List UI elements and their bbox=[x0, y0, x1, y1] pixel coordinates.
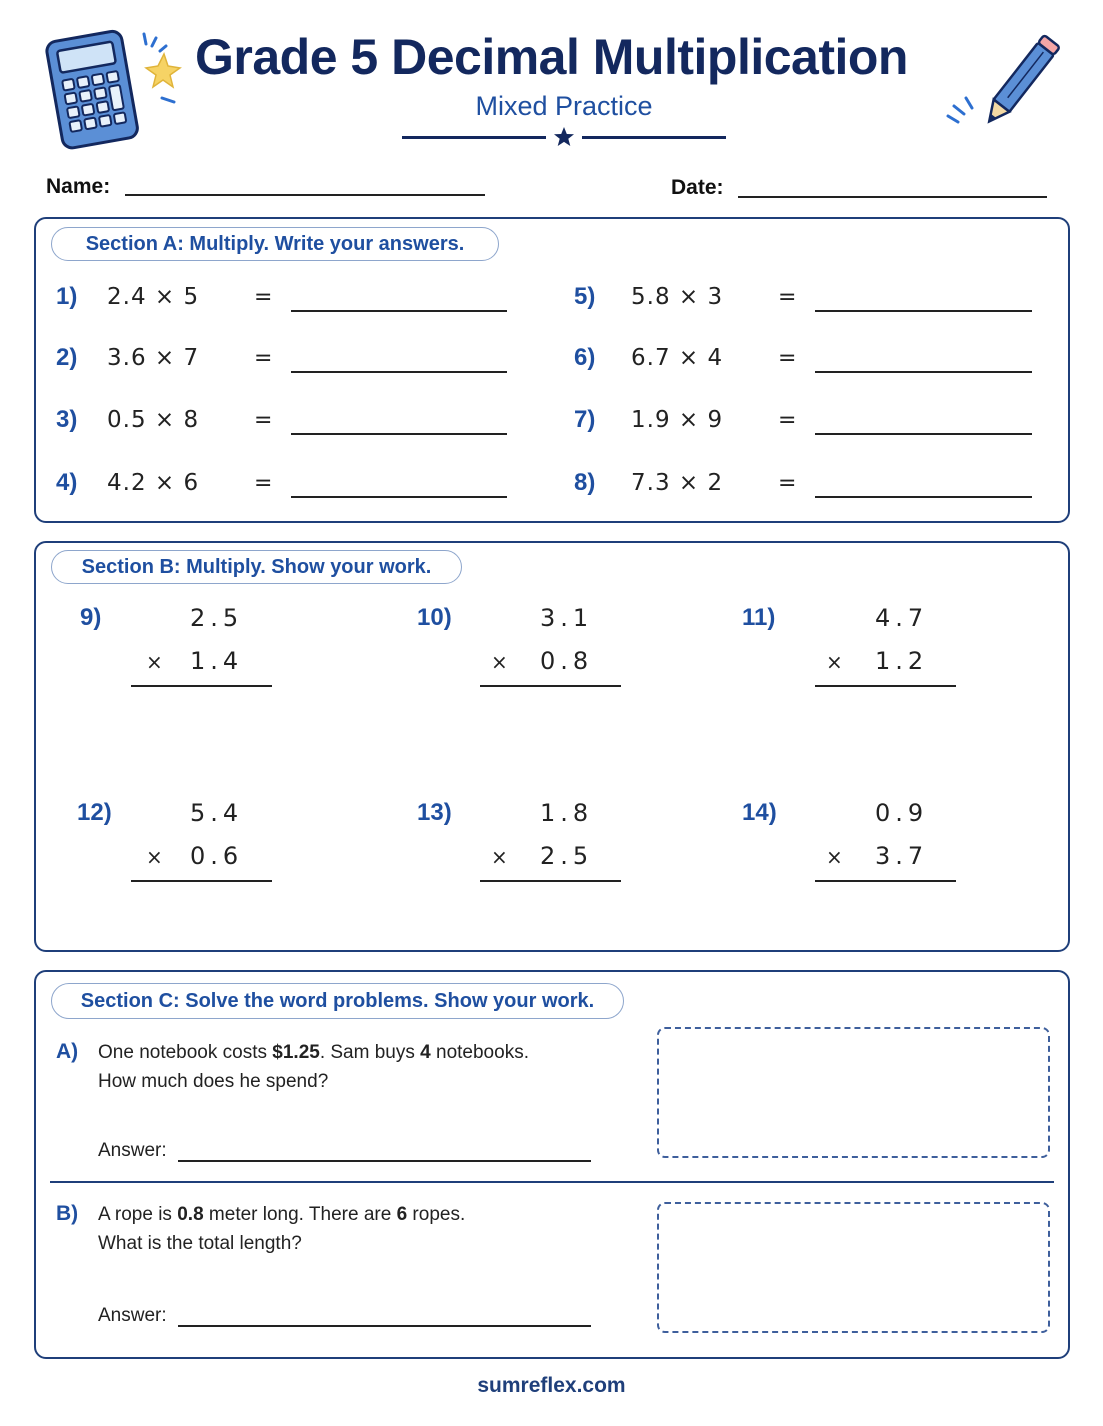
times-sign: × bbox=[146, 650, 163, 674]
multiplicand: 1.8 bbox=[540, 799, 594, 827]
problem-expression: 3.6 × 7 bbox=[107, 345, 200, 371]
problem-number: 13) bbox=[417, 799, 452, 826]
date-field[interactable] bbox=[738, 196, 1047, 198]
equals-sign: = bbox=[254, 408, 273, 433]
product-line bbox=[480, 685, 621, 687]
problem-expression: 7.3 × 2 bbox=[631, 470, 724, 496]
product-line bbox=[480, 880, 621, 882]
multiplier: 1.2 bbox=[875, 647, 929, 675]
problem-number: 14) bbox=[742, 799, 777, 826]
problem-number: 4) bbox=[56, 469, 78, 496]
product-line bbox=[815, 880, 956, 882]
problem-expression: 1.9 × 9 bbox=[631, 407, 724, 433]
times-sign: × bbox=[491, 650, 508, 674]
multiplicand: 3.1 bbox=[540, 604, 594, 632]
equals-sign: = bbox=[778, 346, 797, 371]
multiplicand: 0.9 bbox=[875, 799, 929, 827]
star-icon bbox=[552, 126, 576, 148]
answer-label: Answer: bbox=[98, 1305, 167, 1326]
equals-sign: = bbox=[254, 285, 273, 310]
multiplier: 3.7 bbox=[875, 842, 929, 870]
equals-sign: = bbox=[778, 471, 797, 496]
footer-site[interactable]: sumreflex.com bbox=[477, 1374, 626, 1397]
problem-expression: 4.2 × 6 bbox=[107, 470, 200, 496]
problem-expression: 2.4 × 5 bbox=[107, 284, 200, 310]
product-line bbox=[131, 880, 272, 882]
answer-line[interactable] bbox=[178, 1325, 591, 1327]
answer-line[interactable] bbox=[291, 496, 507, 498]
section-b-heading: Section B: Multiply. Show your work. bbox=[51, 550, 462, 584]
problem-line-2: How much does he spend? bbox=[98, 1071, 329, 1092]
product-line bbox=[131, 685, 272, 687]
problem-number: 1) bbox=[56, 283, 78, 310]
answer-line[interactable] bbox=[815, 433, 1032, 435]
problem-number: 2) bbox=[56, 344, 78, 371]
answer-line[interactable] bbox=[178, 1160, 591, 1162]
problem-text bbox=[98, 1200, 638, 1258]
problem-number: 3) bbox=[56, 406, 78, 433]
work-box[interactable] bbox=[657, 1027, 1050, 1158]
problem-letter: A) bbox=[56, 1040, 79, 1063]
problem-line-1: A rope is 0.8 meter long. There are 6 ropes. bbox=[98, 1204, 466, 1225]
equals-sign: = bbox=[254, 346, 273, 371]
page-subtitle: Mixed Practice bbox=[475, 91, 653, 121]
multiplier: 0.8 bbox=[540, 647, 594, 675]
title-rule-right bbox=[582, 136, 726, 139]
problem-number: 11) bbox=[742, 604, 776, 631]
multiplicand: 4.7 bbox=[875, 604, 929, 632]
problem-number: 12) bbox=[77, 799, 112, 826]
problem-number: 9) bbox=[80, 604, 102, 631]
answer-line[interactable] bbox=[291, 433, 507, 435]
product-line bbox=[815, 685, 956, 687]
equals-sign: = bbox=[778, 408, 797, 433]
multiplier: 2.5 bbox=[540, 842, 594, 870]
section-c-heading: Section C: Solve the word problems. Show your work. bbox=[51, 983, 624, 1019]
problem-number: 10) bbox=[417, 604, 452, 631]
problem-line-1: One notebook costs $1.25. Sam buys 4 notebooks. bbox=[98, 1042, 529, 1063]
equals-sign: = bbox=[778, 285, 797, 310]
problem-expression: 0.5 × 8 bbox=[107, 407, 200, 433]
date-label: Date: bbox=[671, 176, 724, 199]
times-sign: × bbox=[826, 845, 843, 869]
answer-line[interactable] bbox=[815, 371, 1032, 373]
problem-line-2: What is the total length? bbox=[98, 1233, 302, 1254]
multiplicand: 5.4 bbox=[190, 799, 244, 827]
section-b bbox=[34, 541, 1070, 952]
answer-line[interactable] bbox=[815, 496, 1032, 498]
answer-line[interactable] bbox=[291, 310, 507, 312]
multiplier: 0.6 bbox=[190, 842, 244, 870]
title-rule-left bbox=[402, 136, 546, 139]
page-title: Grade 5 Decimal Multiplication bbox=[195, 29, 908, 85]
answer-line[interactable] bbox=[815, 310, 1032, 312]
problem-letter: B) bbox=[56, 1202, 79, 1225]
equals-sign: = bbox=[254, 471, 273, 496]
section-a-heading: Section A: Multiply. Write your answers. bbox=[51, 227, 499, 261]
problem-number: 7) bbox=[574, 406, 596, 433]
problem-text bbox=[98, 1038, 638, 1096]
times-sign: × bbox=[146, 845, 163, 869]
problem-expression: 5.8 × 3 bbox=[631, 284, 724, 310]
name-field[interactable] bbox=[125, 194, 485, 196]
answer-line[interactable] bbox=[291, 371, 507, 373]
times-sign: × bbox=[826, 650, 843, 674]
problem-number: 8) bbox=[574, 469, 596, 496]
answer-label: Answer: bbox=[98, 1140, 167, 1161]
problem-number: 5) bbox=[574, 283, 596, 310]
name-label: Name: bbox=[46, 175, 111, 198]
problem-divider bbox=[50, 1181, 1054, 1183]
work-box[interactable] bbox=[657, 1202, 1050, 1333]
multiplier: 1.4 bbox=[190, 647, 244, 675]
problem-expression: 6.7 × 4 bbox=[631, 345, 724, 371]
multiplicand: 2.5 bbox=[190, 604, 244, 632]
problem-number: 6) bbox=[574, 344, 596, 371]
times-sign: × bbox=[491, 845, 508, 869]
